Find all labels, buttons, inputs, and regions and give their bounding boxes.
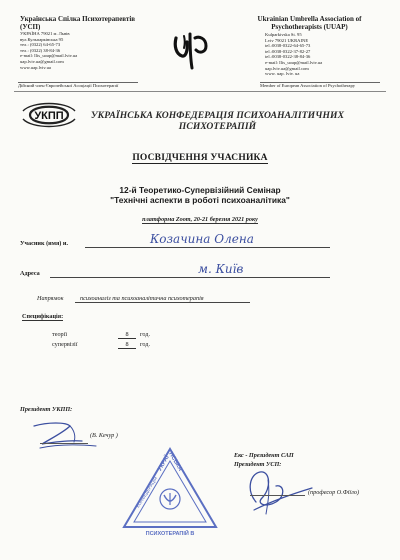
organization-title <box>85 110 350 132</box>
right-header <box>232 15 387 77</box>
left-header-line: тел.: (0322) 38-84-36 <box>20 47 61 53</box>
left-header <box>20 15 150 70</box>
direction-value: психоаналіз та психоаналітична психотерапія <box>80 295 204 302</box>
ukpp-logo-text: УКПП <box>34 110 64 122</box>
seminar-title <box>40 185 360 205</box>
right-header-line: tel.:0038-0322-37-82-27 <box>265 48 311 54</box>
right-header-line: tel.:0038-0322-38-84-36 <box>265 54 311 60</box>
left-header-line: вул.Кульпарківська 95 <box>20 36 64 42</box>
confederation-stamp <box>120 445 220 537</box>
left-header-line: УКРАЇНА 79021 м. Львів <box>20 31 70 36</box>
supervision-label: супервізії <box>52 341 78 348</box>
direction-line <box>75 302 250 303</box>
president-usp-line <box>250 495 305 496</box>
seminar-line1: 12-й Теоретико-Супервізійний Семінар <box>119 185 281 195</box>
specification-label: Специфікація: <box>22 313 64 320</box>
right-header-line: uap.lviv.ua@gmail.com <box>265 65 309 71</box>
president-ukpp-label: Президент УКПП: <box>20 406 73 413</box>
supervision-unit: год. <box>140 341 150 348</box>
brush-logo-icon <box>168 26 216 74</box>
left-header-line: e-mail: Ilis_uoap@mail.lviv.ua <box>20 53 78 59</box>
left-header-title: Українська Спілка Психотерапевтів <box>20 15 136 23</box>
president-usp-label1: Екс - Президент САП <box>234 452 294 459</box>
stamp-top-text: УКРАЇНСЬКА <box>156 451 184 473</box>
stamp-bottom-text: ПСИХОТЕРАПІЙ В <box>145 531 195 537</box>
platform-date <box>0 216 400 223</box>
right-header-title: Ukrainian Umbrella Association of <box>257 15 362 23</box>
president-ukpp-line <box>40 443 88 444</box>
left-header-abbr: (УСП) <box>20 23 41 31</box>
organization-line1: УКРАЇНСЬКА КОНФЕДЕРАЦІЯ ПСИХОАНАЛІТИЧНИХ <box>90 110 345 121</box>
document-title <box>0 153 400 163</box>
theory-hours: 8 <box>118 331 136 339</box>
right-header-member-note: Member of European Association of Psychotherapy <box>260 83 356 88</box>
right-header-line: Lviv 79021 UKRAINE <box>265 37 309 43</box>
president-usp-signature <box>236 462 316 522</box>
president-ukpp-name: (В. Кечур ) <box>90 432 118 439</box>
address-value: м. Київ <box>198 262 244 276</box>
left-header-line: тел.: (0322) 64-65-73 <box>20 42 61 48</box>
participant-line <box>85 247 330 248</box>
header-separator <box>14 91 386 92</box>
ukpp-logo <box>20 98 78 132</box>
organization-line2: ПСИХОТЕРАПІЙ <box>178 121 257 132</box>
address-label: Адреса <box>20 270 40 277</box>
participant-label: Учасник (имя) и. <box>20 240 69 247</box>
theory-label: теорії <box>52 331 68 338</box>
seminar-line2: "Технічні аспекти в роботі психоаналітика" <box>110 195 290 205</box>
right-header-line: www. uap. lviv. ua <box>265 71 300 77</box>
platform-date-text: платформа Zoom, 20-21 березня 2021 року <box>142 216 258 223</box>
direction-label: Напрямок <box>37 295 64 302</box>
theory-unit: год. <box>140 331 150 338</box>
right-header-line: Kulparkivska St. 95 <box>265 32 302 37</box>
address-line <box>50 277 330 278</box>
participant-name: Козачина Олена <box>150 232 254 246</box>
stamp-left-text: КОНФЕДЕРАЦІЯ <box>135 475 159 509</box>
president-usp-label2: Президент УСП: <box>234 461 282 468</box>
document-title-text: ПОСВІДЧЕННЯ УЧАСНИКА <box>132 153 268 163</box>
left-header-line: uap.lviv.ua@gmail.com <box>20 58 64 64</box>
president-usp-name: (професор О.Фіїло) <box>308 489 360 496</box>
left-header-member-note: Дійсний член Європейської Асоціації Психотерапії <box>18 83 119 88</box>
right-header-line: e-mail: Ilis_uoap@mail.lviv.ua <box>265 59 323 65</box>
supervision-hours: 8 <box>118 341 136 349</box>
right-header-title-line2: Psychotherapists (UUAP) <box>271 23 348 31</box>
left-header-line: www.uap.lviv.ua <box>20 64 51 70</box>
right-header-line: tel.:0038-0322-64-65-73 <box>265 43 311 49</box>
